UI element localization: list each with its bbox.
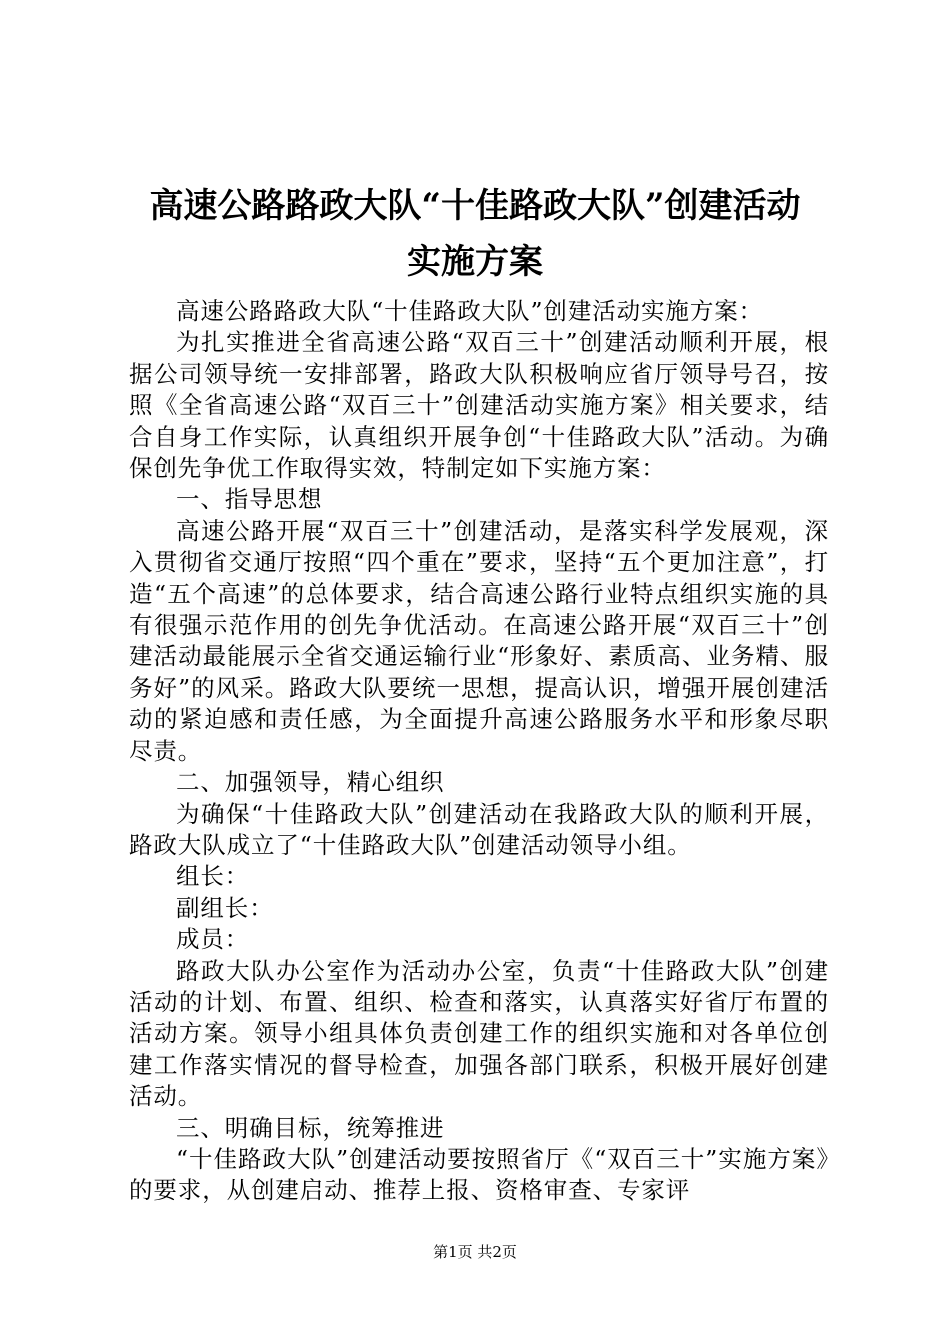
document-title-line-1: 高速公路路政大队“十佳路政大队”创建活动 (149, 186, 801, 226)
document-title-line-2: 实施方案 (407, 242, 543, 282)
paragraph-preamble: 为扎实推进全省高速公路“双百三十”创建活动顺利开展，根据公司领导统一安排部署，路政大队积极响应省厅领导号召，按照《全省高速公路“双百三十”创建活动实施方案》相关要求，结合自身工作实际，认真组织开展争创“十佳路政大队”活动。为确保创先争优工作取得实效，特制定如下实施方案： (129, 328, 829, 483)
line-deputy-leader: 副组长： (176, 893, 274, 922)
section-heading-3: 三、明确目标，统筹推进 (176, 1113, 445, 1142)
document-body (129, 296, 829, 1207)
section-heading-1: 一、指导思想 (176, 485, 323, 514)
section-heading-2: 二、加强领导，精心组织 (176, 768, 445, 797)
paragraph-guiding-thought: 高速公路开展“双百三十”创建活动，是落实科学发展观，深入贯彻省交通厅按照“四个重在”要求，坚持“五个更加注意”，打造“五个高速”的总体要求，结合高速公路行业特点组织实施的具有很强示范作用的创先争优活动。在高速公路开展“双百三十”创建活动最能展示全省交通运输行业“形象好、素质高、业务精、服务好”的风采。路政大队要统一思想，提高认识，增强开展创建活动的紧迫感和责任感，为全面提升高速公路服务水平和形象尽职尽责。 (129, 516, 829, 765)
line-members: 成员： (176, 925, 250, 954)
paragraph-leadership: 为确保“十佳路政大队”创建活动在我路政大队的顺利开展，路政大队成立了“十佳路政大队”创建活动领导小组。 (129, 799, 829, 859)
intro-line: 高速公路路政大队“十佳路政大队”创建活动实施方案： (176, 297, 764, 325)
page-footer: 第1页 共2页 (433, 1243, 517, 1261)
line-group-leader: 组长： (176, 862, 250, 891)
paragraph-goals: “十佳路政大队”创建活动要按照省厅《“双百三十”实施方案》的要求，从创建启动、推荐上报、资格审查、专家评 (129, 1144, 829, 1205)
paragraph-office: 路政大队办公室作为活动办公室，负责“十佳路政大队”创建活动的计划、布置、组织、检查和落实，认真落实好省厅布置的活动方案。领导小组具体负责创建工作的组织实施和对各单位创建工作落实情况的督导检查，加强各部门联系，积极开展好创建活动。 (129, 956, 829, 1111)
